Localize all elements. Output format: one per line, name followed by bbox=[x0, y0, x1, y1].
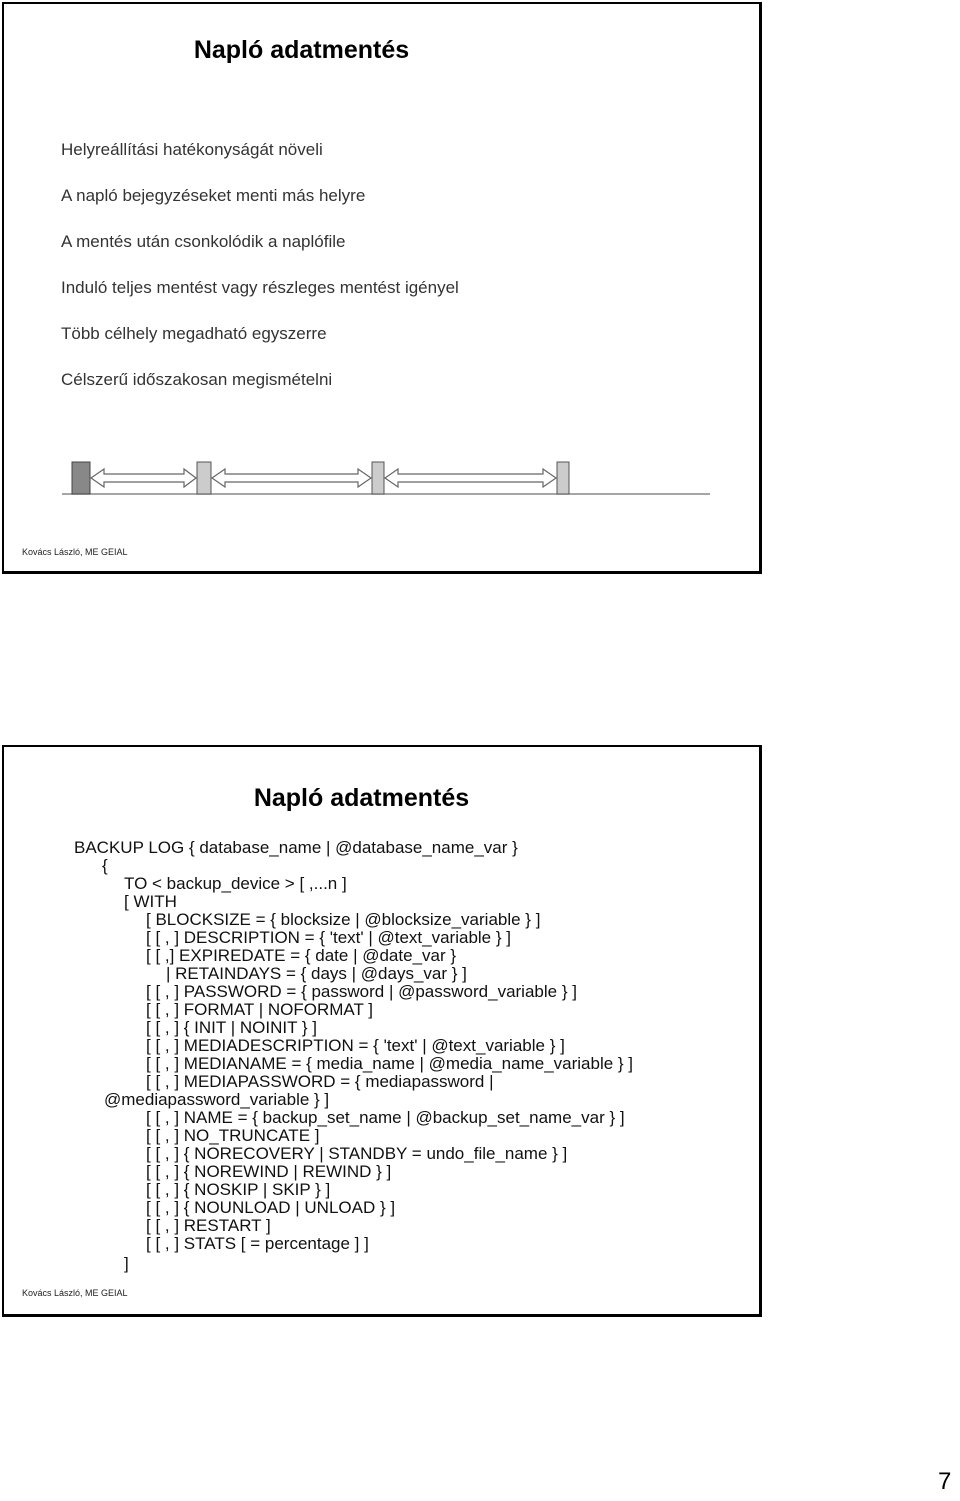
syntax-line: BACKUP LOG { database_name | @database_name_var } bbox=[74, 838, 518, 857]
page-number: 7 bbox=[938, 1468, 952, 1495]
syntax-line: { bbox=[102, 856, 108, 875]
slide-1 bbox=[2, 2, 762, 574]
bullet-item: Induló teljes mentést vagy részleges mentést igényel bbox=[61, 278, 459, 297]
slide-2-footer: Kovács László, ME GEIAL bbox=[22, 1288, 128, 1298]
slide-1-footer: Kovács László, ME GEIAL bbox=[22, 547, 128, 557]
bullet-item: Célszerű időszakosan megismételni bbox=[61, 370, 333, 389]
syntax-line: [ [ , ] NO_TRUNCATE ] bbox=[146, 1126, 320, 1145]
syntax-line: @mediapassword_variable } ] bbox=[104, 1090, 330, 1109]
syntax-line: [ [ , ] RESTART ] bbox=[146, 1216, 271, 1235]
log-backup-timeline-diagram bbox=[62, 460, 712, 500]
slide-2 bbox=[2, 745, 762, 1317]
syntax-line: [ BLOCKSIZE = { blocksize | @blocksize_variable } ] bbox=[146, 910, 541, 929]
log-backup-block bbox=[557, 462, 569, 494]
bullet-item: Több célhely megadható egyszerre bbox=[61, 324, 327, 343]
slide-2-title: Napló adatmentés bbox=[253, 784, 470, 812]
log-backup-block bbox=[372, 462, 384, 494]
double-arrow bbox=[91, 469, 196, 487]
backup-log-syntax bbox=[4, 747, 759, 1314]
syntax-line: [ [ , ] PASSWORD = { password | @password_variable } ] bbox=[146, 982, 577, 1001]
syntax-line: [ [ , ] { INIT | NOINIT } ] bbox=[146, 1018, 317, 1037]
syntax-line: TO < backup_device > [ ,...n ] bbox=[124, 874, 347, 893]
syntax-line: | RETAINDAYS = { days | @days_var } ] bbox=[166, 964, 467, 983]
syntax-line: [ [ , ] MEDIADESCRIPTION = { 'text' | @text_variable } ] bbox=[146, 1036, 565, 1055]
bullet-item: Helyreállítási hatékonyságát növeli bbox=[61, 140, 323, 159]
bullet-item: A mentés után csonkolódik a naplófile bbox=[61, 232, 346, 251]
log-backup-block bbox=[197, 462, 211, 494]
syntax-line: [ [ , ] STATS [ = percentage ] ] bbox=[146, 1234, 369, 1253]
full-backup-block bbox=[72, 462, 90, 494]
syntax-line: [ [ , ] NAME = { backup_set_name | @backup_set_name_var } ] bbox=[146, 1108, 625, 1127]
bullet-item: A napló bejegyzéseket menti más helyre bbox=[61, 186, 366, 205]
syntax-line: [ WITH bbox=[124, 892, 177, 911]
syntax-line: [ [ , ] { NOSKIP | SKIP } ] bbox=[146, 1180, 331, 1199]
syntax-line: [ [ , ] { NOUNLOAD | UNLOAD } ] bbox=[146, 1198, 396, 1217]
syntax-line: ] bbox=[124, 1254, 129, 1273]
syntax-line: [ [ ,] EXPIREDATE = { date | @date_var } bbox=[146, 946, 457, 965]
syntax-line: [ [ , ] { NORECOVERY | STANDBY = undo_file_name } ] bbox=[146, 1144, 568, 1163]
syntax-line: [ [ , ] { NOREWIND | REWIND } ] bbox=[146, 1162, 392, 1181]
slide-1-bullet-list bbox=[61, 138, 459, 414]
slide-1-title: Napló adatmentés bbox=[193, 36, 410, 64]
syntax-line: [ [ , ] MEDIANAME = { media_name | @media_name_variable } ] bbox=[146, 1054, 634, 1073]
double-arrow bbox=[385, 469, 556, 487]
double-arrow bbox=[212, 469, 371, 487]
syntax-line: [ [ , ] DESCRIPTION = { 'text' | @text_variable } ] bbox=[146, 928, 511, 947]
syntax-line: [ [ , ] MEDIAPASSWORD = { mediapassword | bbox=[146, 1072, 494, 1091]
syntax-line: [ [ , ] FORMAT | NOFORMAT ] bbox=[146, 1000, 373, 1019]
